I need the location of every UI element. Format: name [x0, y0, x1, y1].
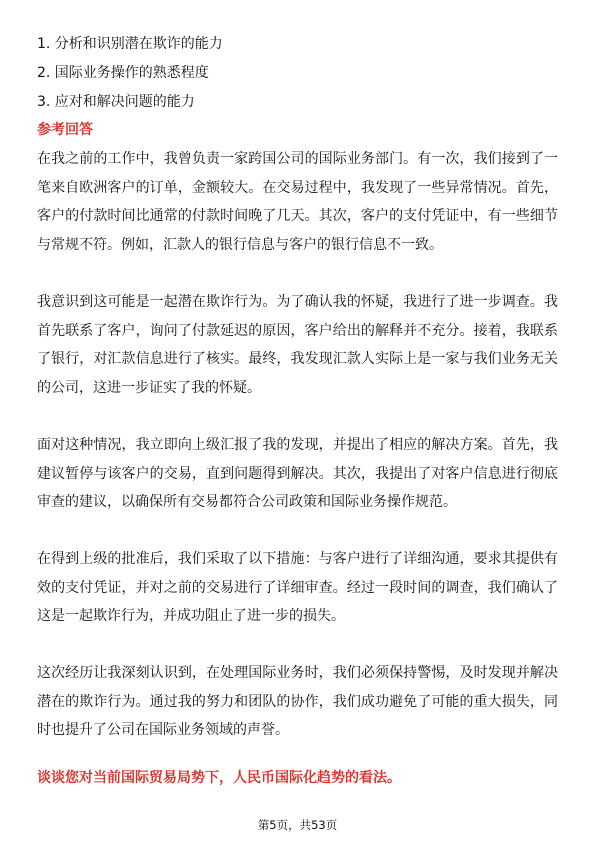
answer-heading: 参考回答 — [37, 122, 93, 138]
answer-paragraph: 在我之前的工作中，我曾负责一家跨国公司的国际业务部门。有一次，我们接到了一笔来自欧洲客户的订单，金额较大。在交易过程中，我发现了一些异常情况。首先，客户的付款时间比通常的付款时间晚了几天。其次，客户的支付凭证中，有一些细节与常规不符。例如，汇款人的银行信息与客户的银行信息不一致。 — [37, 151, 558, 253]
assessment-points-list — [37, 30, 557, 117]
answer-paragraph: 我意识到这可能是一起潜在欺诈行为。为了确认我的怀疑，我进行了进一步调查。我首先联系了客户，询问了付款延迟的原因，客户给出的解释并不充分。接着，我联系了银行，对汇款信息进行了核实。最终，我发现汇款人实际上是一家与我们业务无关的公司，这进一步证实了我的怀疑。 — [37, 294, 558, 396]
answer-paragraph: 面对这种情况，我立即向上级汇报了我的发现，并提出了相应的解决方案。首先，我建议暂停与该客户的交易，直到问题得到解决。其次，我提出了对客户信息进行彻底审查的建议，以确保所有交易都符合公司政策和国际业务操作规范。 — [37, 437, 558, 510]
answer-paragraph: 这次经历让我深刻认识到，在处理国际业务时，我们必须保持警惕，及时发现并解决潜在的欺诈行为。通过我的努力和团队的协作，我们成功避免了可能的重大损失，同时也提升了公司在国际业务领域的声誉。 — [37, 665, 558, 738]
answer-paragraph: 在得到上级的批准后，我们采取了以下措施：与客户进行了详细沟通，要求其提供有效的支付凭证，并对之前的交易进行了详细审查。经过一段时间的调查，我们确认了这是一起欺诈行为，并成功阻止了进一步的损失。 — [37, 551, 558, 624]
list-item: 1. 分析和识别潜在欺诈的能力 — [37, 36, 223, 52]
list-item: 2. 国际业务操作的熟悉程度 — [37, 65, 209, 81]
next-question: 谈谈您对当前国际贸易局势下，人民币国际化趋势的看法。 — [37, 770, 401, 786]
page-number: 第5页，共53页 — [257, 818, 338, 832]
list-item: 3. 应对和解决问题的能力 — [37, 94, 195, 110]
